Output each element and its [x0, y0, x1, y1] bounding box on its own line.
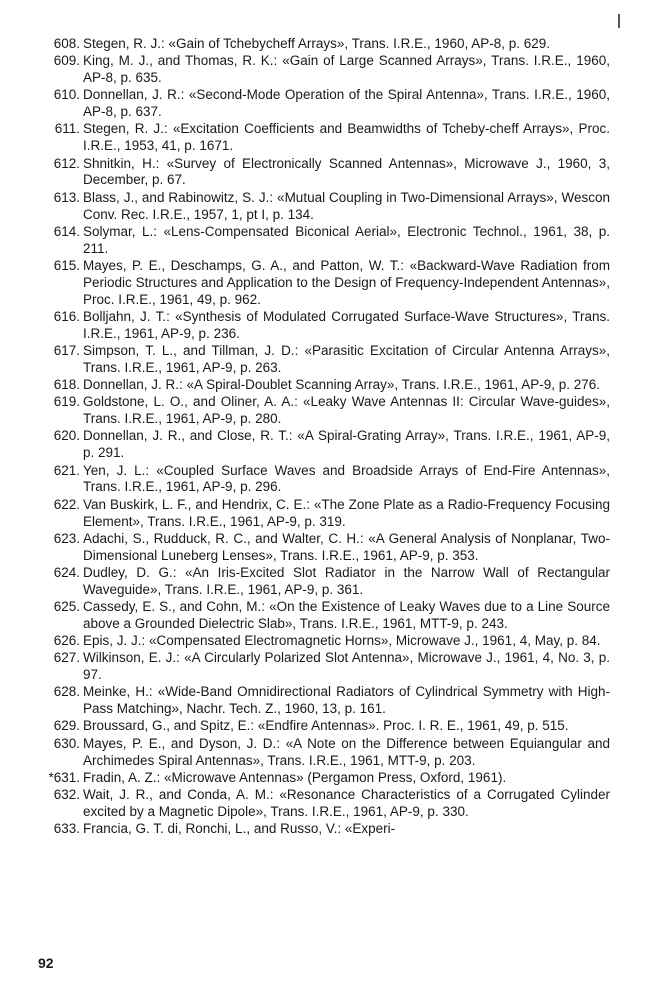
reference-number: 608.: [53, 36, 80, 51]
reference-text: Epis, J. J.: «Compensated Electromagnetic Horns», Microwave J., 1961, 4, May, p. 84.: [83, 633, 601, 649]
reference-text: Simpson, T. L., and Tillman, J. D.: «Parasitic Excitation of Circular Antenna Arrays», Trans. I.R.E., 1961, AP-9, p. 263.: [83, 342, 610, 375]
reference-text: Donnellan, J. R.: «Second-Mode Operation of the Spiral Antenna», Trans. I.R.E., 1960, AP-8, p. 637.: [83, 87, 610, 120]
reference-entry: [36, 770, 610, 787]
reference-number: 627.: [53, 650, 80, 666]
reference-entry: [36, 650, 610, 684]
reference-text: Adachi, S., Rudduck, R. C., and Walter, C. H.: «A General Analysis of Nonplanar, Two-Dimensional Luneberg Lenses», Trans. I.R.E., 1961, AP-9, p. 353.: [83, 530, 610, 563]
reference-text: Donnellan, J. R.: «A Spiral-Doublet Scanning Array», Trans. I.R.E., 1961, AP-9, p. 276.: [83, 377, 601, 393]
reference-text: Wilkinson, E. J.: «A Circularly Polarized Slot Antenna», Microwave J., 1961, 4, No. 3, p. 97.: [83, 650, 610, 683]
reference-entry: [36, 736, 610, 770]
reference-text: Shnitkin, H.: «Survey of Electronically Scanned Antennas», Microwave J., 1960, 3, December, p. 67.: [83, 155, 610, 188]
reference-text: Stegen, R. J.: «Excitation Coefficients and Beamwidths of Tcheby-cheff Arrays», Proc. I.R.E., 1953, 41, p. 1671.: [83, 121, 610, 154]
reference-text: Mayes, P. E., Deschamps, G. A., and Patton, W. T.: «Backward-Wave Radiation from Periodic Structures and Application to the Design of Frequency-Independent Antennas», Proc. I.R.E., 1961, 49, p. 962.: [83, 257, 610, 307]
reference-text: Solymar, L.: «Lens-Compensated Biconical Aerial», Electronic Technol., 1961, 38, p. 211.: [83, 223, 610, 256]
reference-list: [36, 36, 610, 838]
reference-number: 628.: [53, 684, 80, 700]
reference-number: 623.: [53, 530, 80, 546]
reference-text: Yen, J. L.: «Coupled Surface Waves and Broadside Arrays of End-Fire Antennas», Trans. I.R.E., 1961, AP-9, p. 296.: [83, 462, 610, 495]
reference-number: 620.: [53, 428, 80, 444]
reference-text: Francia, G. T. di, Ronchi, L., and Russo, V.: «Experi-: [83, 821, 396, 837]
reference-entry: [36, 821, 610, 838]
reference-entry: [36, 121, 610, 155]
reference-entry: [36, 87, 610, 121]
reference-text: Blass, J., and Rabinowitz, S. J.: «Mutual Coupling in Two-Dimensional Arrays», Wescon Conv. Rec. I.R.E., 1957, 1, pt I, p. 134.: [83, 189, 610, 222]
reference-number: 614.: [53, 223, 80, 239]
reference-entry: [36, 36, 610, 53]
reference-number: 629.: [53, 718, 80, 734]
reference-number: 615.: [53, 257, 80, 273]
reference-number: *631.: [48, 769, 80, 785]
reference-number: 625.: [53, 598, 80, 614]
reference-number: 633.: [53, 821, 80, 837]
reference-number: 616.: [53, 308, 80, 324]
reference-entry: [36, 309, 610, 343]
reference-text: Broussard, G., and Spitz, E.: «Endfire Antennas». Proc. I. R. E., 1961, 49, p. 515.: [83, 718, 569, 734]
reference-text: King, M. J., and Thomas, R. K.: «Gain of Large Scanned Arrays», Trans. I.R.E., 1960, AP-8, p. 635.: [83, 53, 610, 86]
reference-entry: [36, 377, 610, 394]
page-number: 92: [38, 955, 54, 971]
reference-entry: [36, 684, 610, 718]
reference-number: 621.: [53, 462, 80, 478]
reference-entry: [36, 633, 610, 650]
reference-text: Wait, J. R., and Conda, A. M.: «Resonance Characteristics of a Corrugated Cylinder excited by a Magnetic Dipole», Trans. I.R.E., 1961, AP-9, p. 330.: [83, 787, 610, 819]
reference-entry: [36, 394, 610, 428]
reference-number: 632.: [53, 787, 80, 802]
reference-text: Van Buskirk, L. F., and Hendrix, C. E.: «The Zone Plate as a Radio-Frequency Focusing Element», Trans. I.R.E., 1961, AP-9, p. 319.: [83, 496, 610, 529]
corner-mark: [618, 14, 620, 28]
reference-number: 626.: [53, 633, 80, 649]
reference-text: Stegen, R. J.: «Gain of Tchebycheff Arrays», Trans. I.R.E., 1960, AP-8, p. 629.: [83, 36, 551, 51]
reference-text: Fradin, A. Z.: «Microwave Antennas» (Pergamon Press, Oxford, 1961).: [83, 769, 507, 785]
reference-entry: [36, 599, 610, 633]
reference-entry: [36, 497, 610, 531]
reference-entry: [36, 565, 610, 599]
reference-number: 622.: [53, 496, 80, 512]
reference-entry: [36, 53, 610, 87]
reference-text: Meinke, H.: «Wide-Band Omnidirectional Radiators of Cylindrical Symmetry with High-Pass Matching», Nachr. Tech. Z., 1960, 13, p. 161.: [83, 684, 610, 717]
reference-number: 612.: [53, 155, 80, 171]
reference-number: 624.: [53, 564, 80, 580]
reference-number: 617.: [53, 342, 80, 358]
reference-text: Bolljahn, J. T.: «Synthesis of Modulated Corrugated Surface-Wave Structures», Trans. I.R.E., 1961, AP-9, p. 236.: [83, 308, 610, 341]
reference-number: 609.: [53, 53, 80, 69]
reference-number: 619.: [53, 394, 80, 410]
reference-entry: [36, 156, 610, 190]
reference-text: Mayes, P. E., and Dyson, J. D.: «A Note on the Difference between Equiangular and Archimedes Spiral Antennas», Trans. I.R.E., 1961, MTT-9, p. 203.: [83, 735, 610, 768]
reference-number: 630.: [53, 735, 80, 751]
reference-number: 610.: [53, 87, 80, 103]
reference-entry: [36, 787, 610, 821]
reference-number: 611.: [54, 121, 80, 137]
reference-text: Cassedy, E. S., and Cohn, M.: «On the Existence of Leaky Waves due to a Line Source above a Grounded Dielectric Slab», Trans. I.R.E., 1961, MTT-9, p. 243.: [83, 598, 610, 631]
reference-text: Goldstone, L. O., and Oliner, A. A.: «Leaky Wave Antennas II: Circular Wave-guides», Trans. I.R.E., 1961, AP-9, p. 280.: [83, 394, 610, 427]
reference-text: Dudley, D. G.: «An Iris-Excited Slot Radiator in the Narrow Wall of Rectangular Waveguide», Trans. I.R.E., 1961, AP-9, p. 361.: [83, 564, 610, 597]
reference-entry: [36, 718, 610, 735]
reference-number: 618.: [53, 377, 80, 393]
reference-entry: [36, 224, 610, 258]
reference-entry: [36, 343, 610, 377]
reference-entry: [36, 428, 610, 462]
reference-entry: [36, 463, 610, 497]
reference-entry: [36, 258, 610, 309]
reference-text: Donnellan, J. R., and Close, R. T.: «A Spiral-Grating Array», Trans. I.R.E., 1961, AP-9, p. 291.: [83, 428, 610, 461]
reference-entry: [36, 190, 610, 224]
reference-number: 613.: [53, 189, 80, 205]
reference-entry: [36, 531, 610, 565]
